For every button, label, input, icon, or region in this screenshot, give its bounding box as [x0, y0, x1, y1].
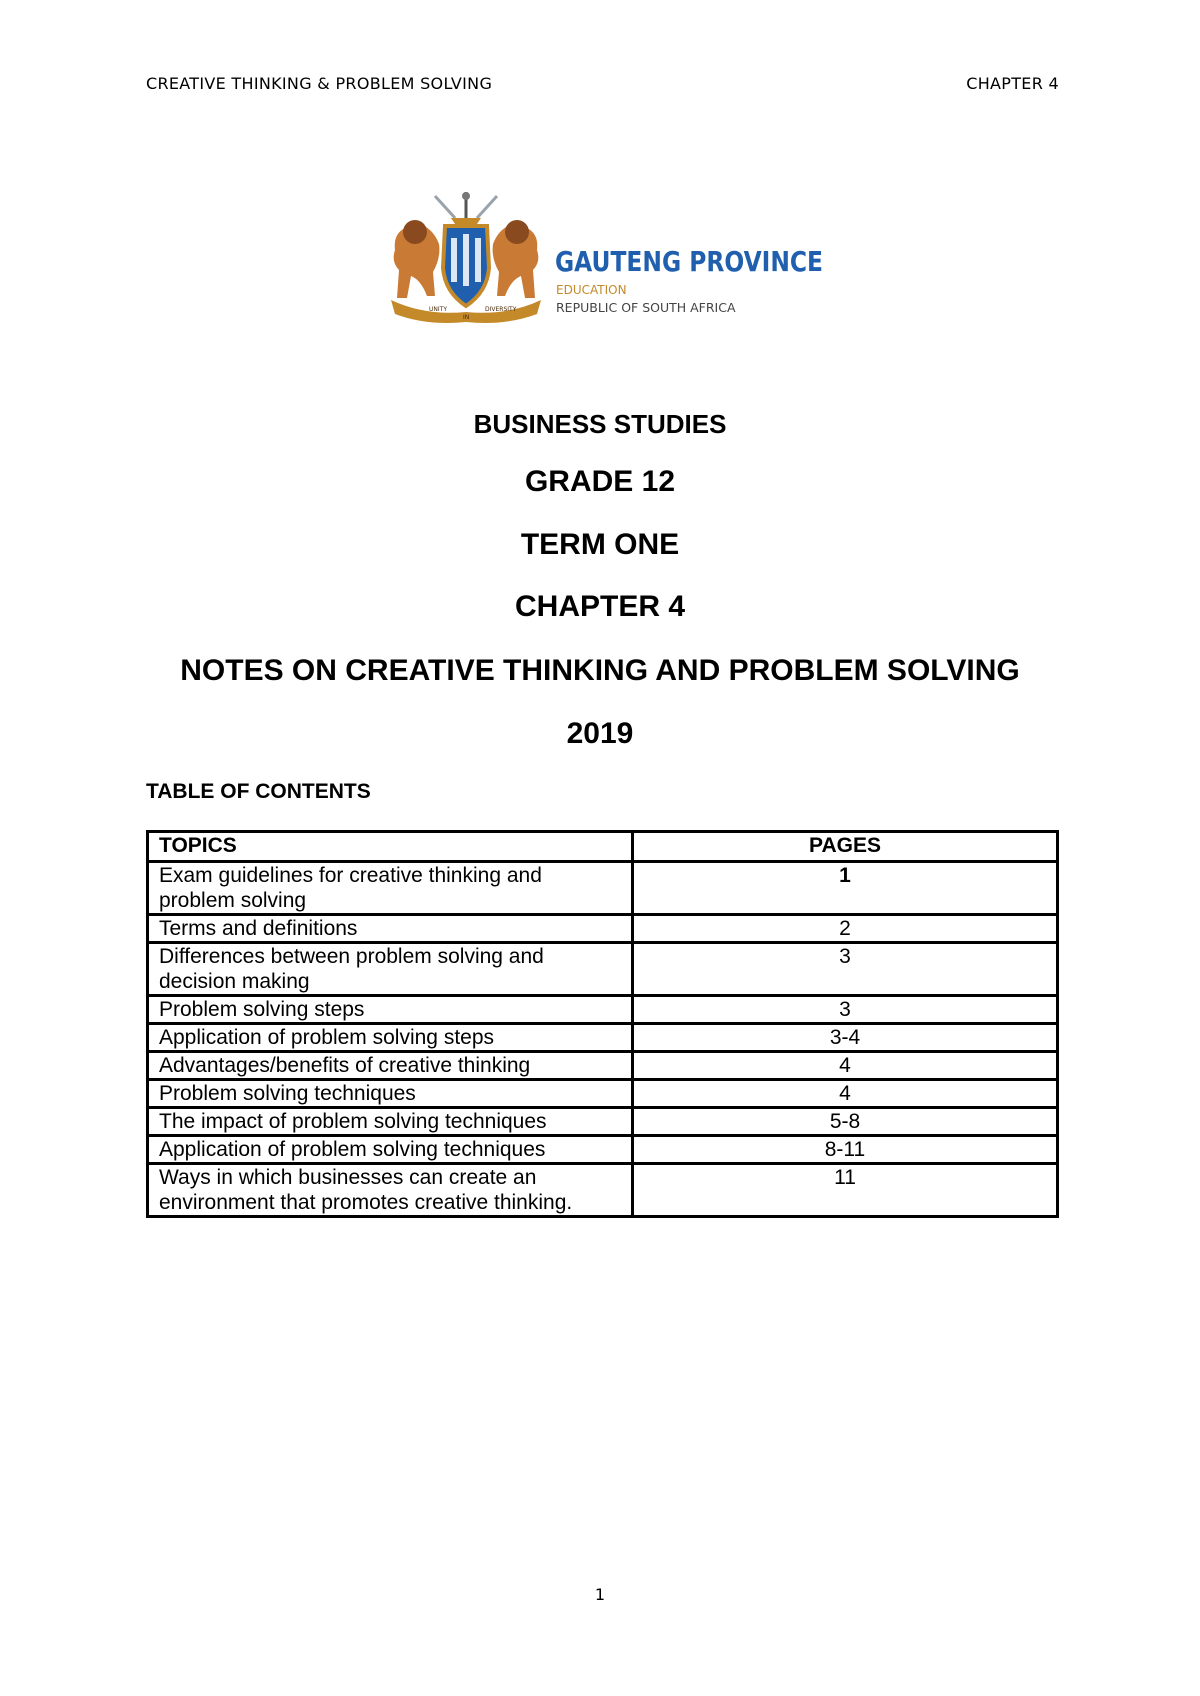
- gauteng-logo: [385, 188, 825, 328]
- table-row: [148, 996, 1058, 1024]
- table-row: [148, 862, 1058, 915]
- toc-topic: Differences between problem solving and decision making: [148, 943, 633, 996]
- logo-main-text: [555, 244, 825, 278]
- logo-sub-country: REPUBLIC OF SOUTH AFRICA: [556, 300, 736, 315]
- toc-pages: 4: [633, 1080, 1058, 1108]
- page-number: 1: [594, 1585, 606, 1604]
- ribbon-text-left: UNITY: [429, 306, 447, 313]
- toc-table: [146, 830, 1059, 1218]
- toc-topic: Advantages/benefits of creative thinking: [148, 1052, 633, 1080]
- table-row: [148, 1024, 1058, 1052]
- toc-col-topics: TOPICS: [148, 832, 633, 862]
- toc-header-row: [148, 832, 1058, 862]
- table-row: [148, 1164, 1058, 1217]
- logo-sub-education: EDUCATION: [556, 283, 627, 297]
- toc-topic: Ways in which businesses can create an environment that promotes creative thinking.: [148, 1164, 633, 1217]
- ribbon-text-right: DIVERSITY: [485, 306, 517, 313]
- toc-pages: 3-4: [633, 1024, 1058, 1052]
- toc-topic: Terms and definitions: [148, 915, 633, 943]
- header-right: CHAPTER 4: [966, 74, 1059, 93]
- subject-title: BUSINESS STUDIES: [473, 409, 727, 439]
- notes-title: NOTES ON CREATIVE THINKING AND PROBLEM SOLVING: [180, 654, 1020, 687]
- toc-pages: 8-11: [633, 1136, 1058, 1164]
- toc-topic: Exam guidelines for creative thinking and problem solving: [148, 862, 633, 915]
- term-title: TERM ONE: [520, 528, 680, 561]
- toc-topic: Problem solving techniques: [148, 1080, 633, 1108]
- table-row: [148, 943, 1058, 996]
- toc-pages: 11: [633, 1164, 1058, 1217]
- header-left: CREATIVE THINKING & PROBLEM SOLVING: [146, 74, 493, 93]
- grade-title: GRADE 12: [524, 465, 676, 498]
- year-title: 2019: [566, 717, 634, 750]
- toc-topic: Application of problem solving techniques: [148, 1136, 633, 1164]
- toc-col-pages: PAGES: [633, 832, 1058, 862]
- toc-pages: 4: [633, 1052, 1058, 1080]
- running-header: [146, 74, 1059, 93]
- toc-pages: 2: [633, 915, 1058, 943]
- toc-pages: 1: [633, 862, 1058, 915]
- coat-of-arms-icon: [385, 188, 547, 328]
- toc-pages: 3: [633, 996, 1058, 1024]
- toc-topic: Application of problem solving steps: [148, 1024, 633, 1052]
- chapter-title: CHAPTER 4: [514, 590, 686, 623]
- toc-topic: The impact of problem solving techniques: [148, 1108, 633, 1136]
- table-row: [148, 1080, 1058, 1108]
- toc-heading: TABLE OF CONTENTS: [146, 780, 371, 803]
- table-row: [148, 1136, 1058, 1164]
- ribbon-text-mid: IN: [463, 314, 470, 321]
- table-row: [148, 1052, 1058, 1080]
- toc-pages: 5-8: [633, 1108, 1058, 1136]
- table-row: [148, 915, 1058, 943]
- logo-main-label: GAUTENG PROVINCE: [555, 245, 823, 278]
- toc-pages: 3: [633, 943, 1058, 996]
- table-row: [148, 1108, 1058, 1136]
- toc-topic: Problem solving steps: [148, 996, 633, 1024]
